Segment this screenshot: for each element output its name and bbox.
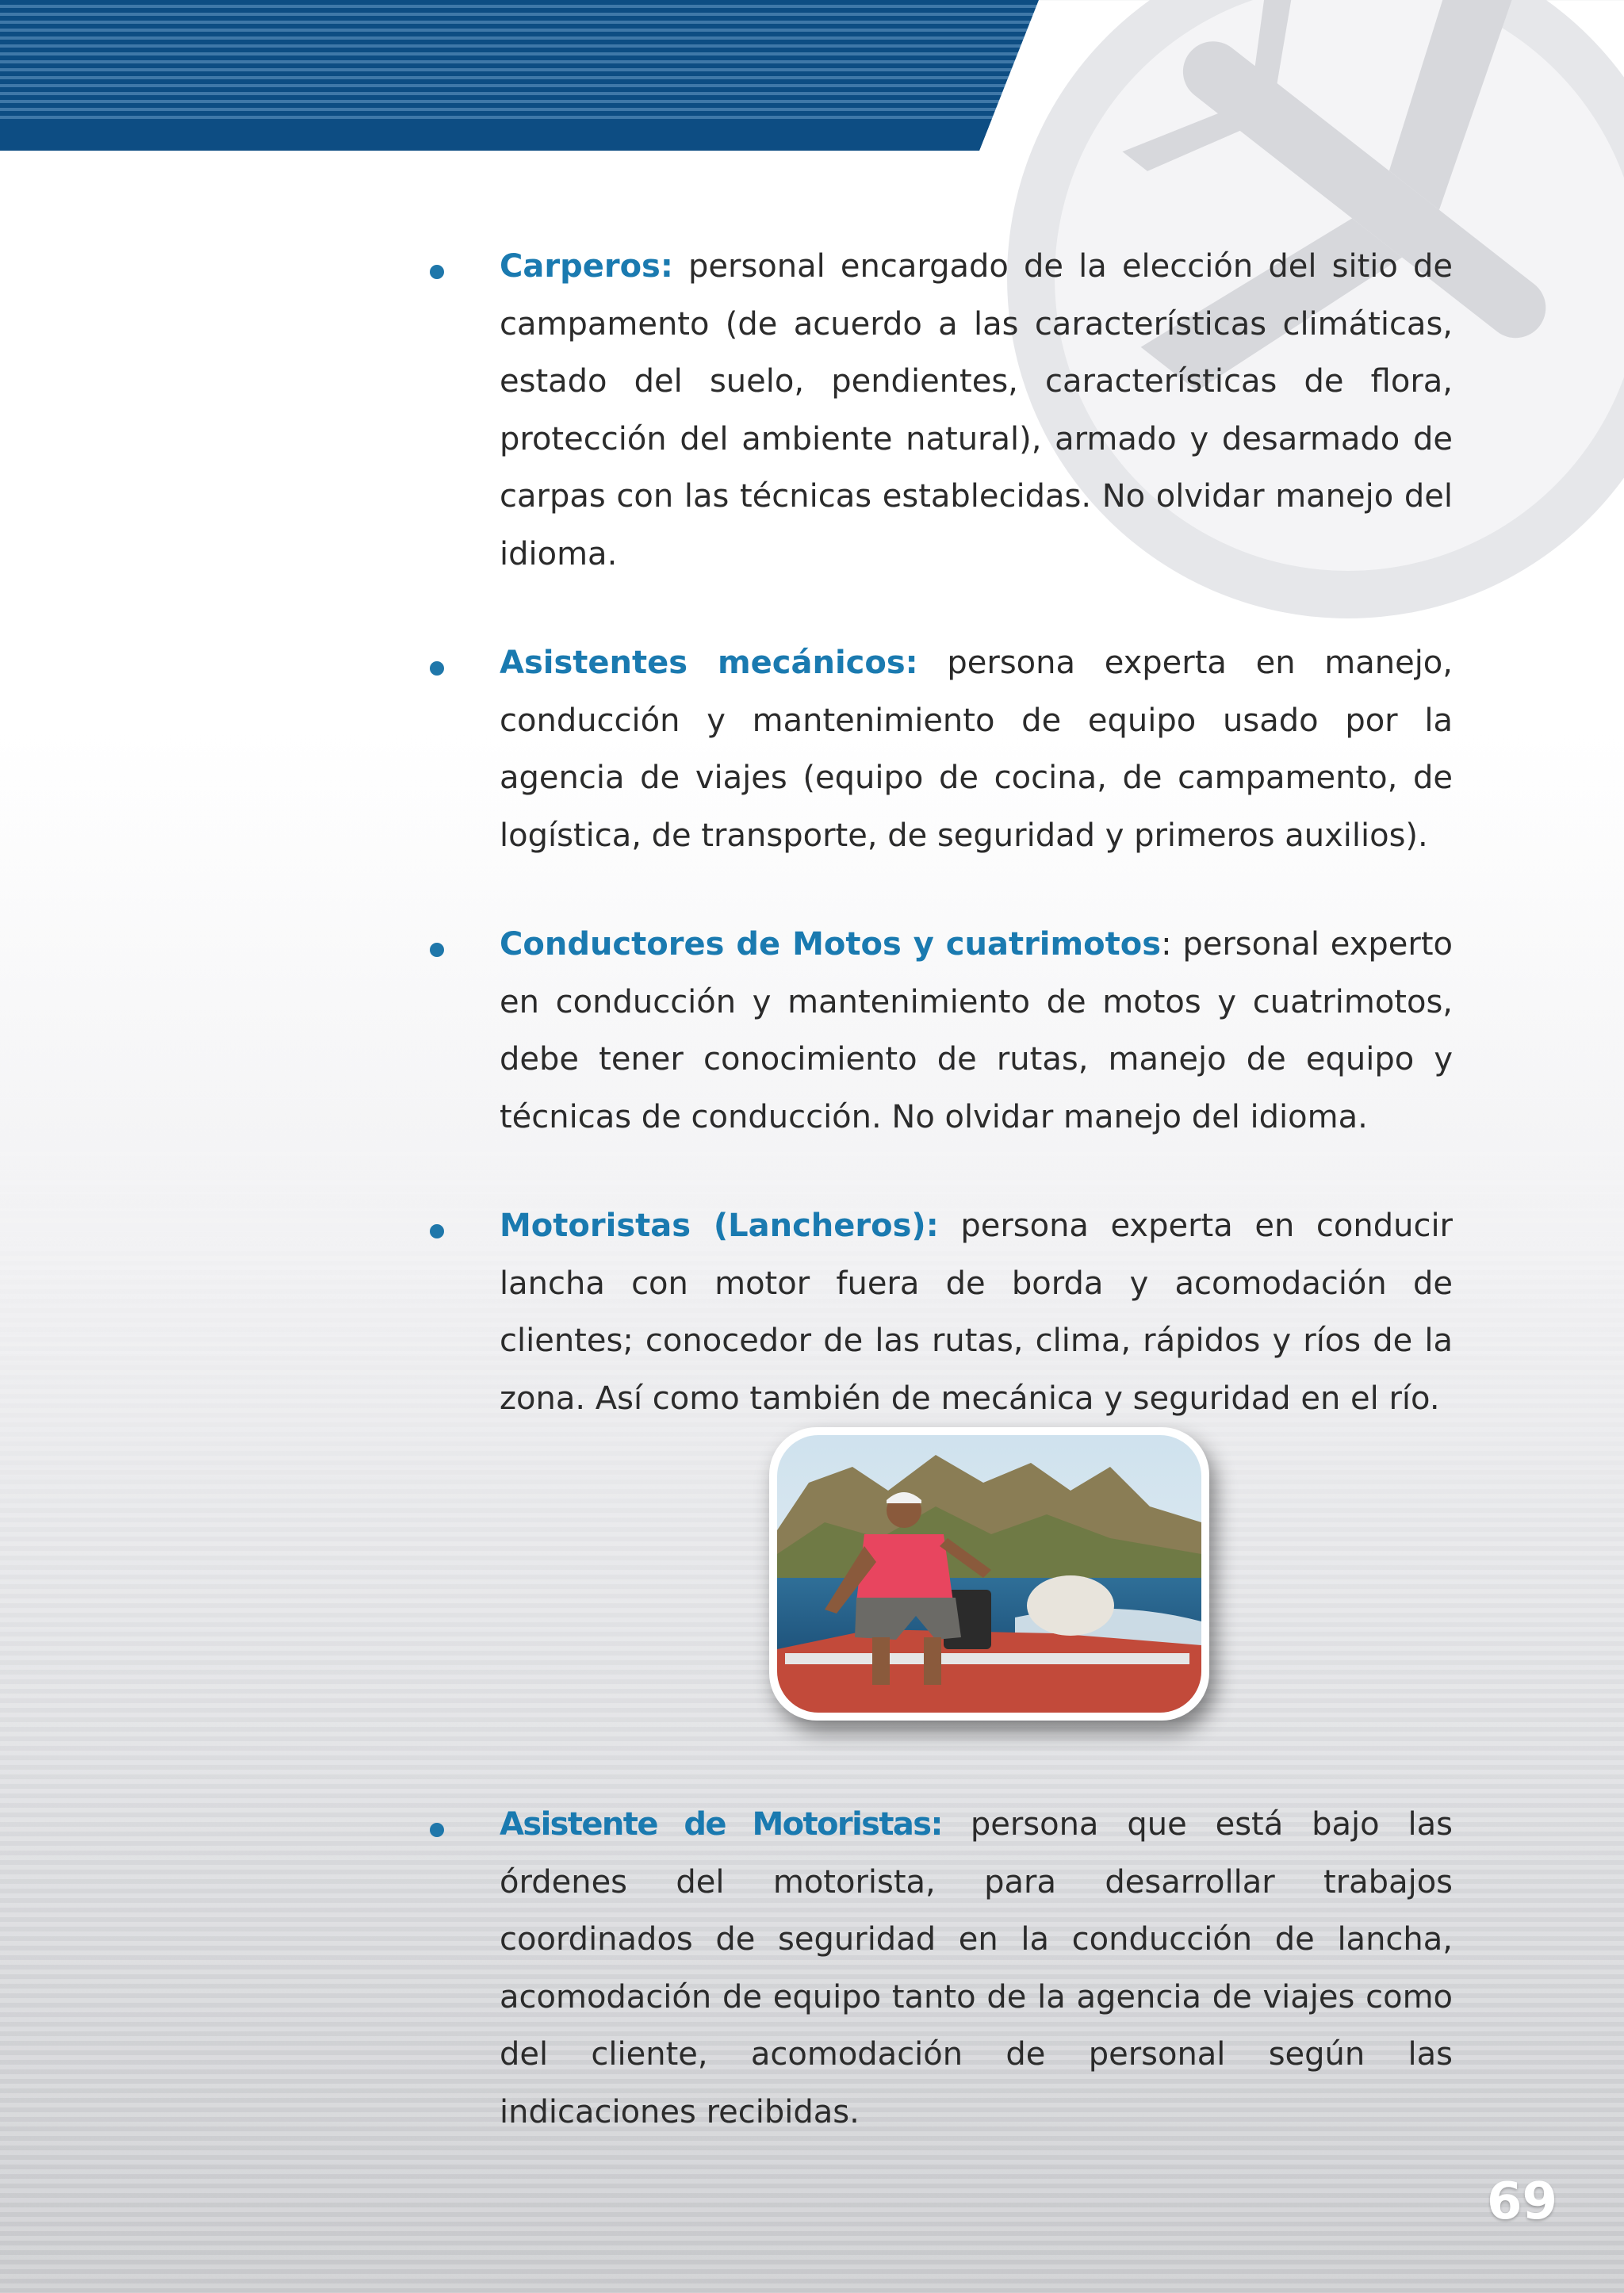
role-term: Motoristas (Lancheros): (500, 1208, 939, 1244)
bullet-icon (430, 661, 444, 676)
role-description: persona que está bajo las órdenes del motorista, para desarrollar trabajos coordinados de seguridad en la conducción de lancha, acomodación de equipo tanto de la agencia de viajes como del cliente, acomodación de personal según las indicaciones recibidas. (500, 1806, 1453, 2130)
term-separator (918, 645, 948, 681)
role-term: Asistentes mecánicos: (500, 645, 918, 681)
staff-role-list (420, 238, 1453, 1479)
bullet-icon (430, 1224, 444, 1238)
term-separator: : (1161, 926, 1183, 963)
role-description: personal encargado de la elección del sitio de campamento (de acuerdo a las características climáticas, estado del suelo, pendientes, características de flora, protección del ambiente natural), armado y desarmado de carpas con las técnicas establecidas. No olvidar manejo del idioma. (500, 248, 1453, 572)
boat-photo-frame (769, 1427, 1209, 1721)
list-item (420, 1197, 1453, 1427)
term-separator (942, 1806, 971, 1843)
boat-driver-photo (777, 1435, 1201, 1713)
role-description: persona experta en manejo, conducción y mantenimiento de equipo usado por la agencia de viajes (equipo de cocina, de campamento, de logística, de transporte, de seguridad y primeros auxilios). (500, 645, 1453, 854)
list-item-text (500, 238, 1453, 583)
role-description: persona experta en conducir lancha con motor fuera de borda y acomodación de clientes; conocedor de las rutas, clima, rápidos y ríos de la zona. Así como también de mecánica y seguridad en el río. (500, 1208, 1454, 1417)
bullet-icon (430, 943, 444, 957)
role-term: Conductores de Motos y cuatrimotos (500, 926, 1162, 963)
staff-role-list-continued (420, 1796, 1453, 2192)
page-number: 69 (1486, 2172, 1557, 2231)
role-description: personal experto en conducción y mantenimiento de motos y cuatrimotos, debe tener conocimiento de rutas, manejo de equipo y técnicas de conducción. No olvidar manejo del idioma. (500, 926, 1453, 1135)
role-term: Carperos: (500, 248, 673, 285)
list-item-text (500, 916, 1453, 1146)
term-separator (673, 248, 688, 285)
bullet-icon (430, 1823, 444, 1837)
list-item (420, 238, 1453, 583)
list-item (420, 634, 1453, 864)
list-item (420, 916, 1453, 1146)
role-term: Asistente de Motoristas: (500, 1806, 942, 1843)
header-stripe-band (0, 0, 1047, 151)
bullet-icon (430, 265, 444, 279)
term-separator (939, 1208, 961, 1244)
list-item-text (500, 634, 1453, 864)
list-item-text (500, 1796, 1453, 2141)
list-item-text (500, 1197, 1453, 1427)
list-item (420, 1796, 1453, 2141)
